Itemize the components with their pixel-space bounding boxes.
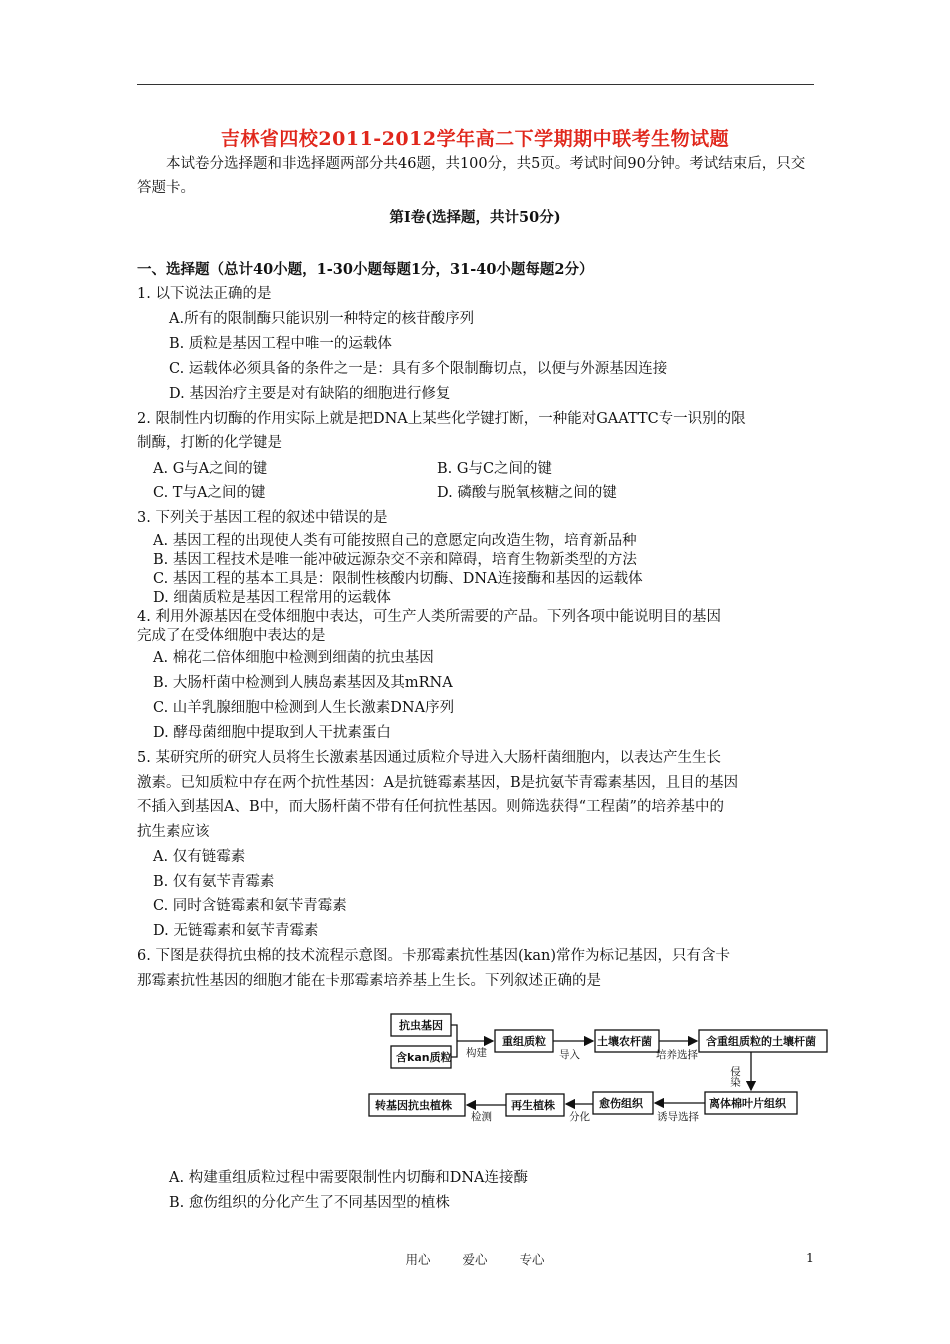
- q6-stem-line1: 6. 下图是获得抗虫棉的技术流程示意图。卡那霉素抗性基因(kan)常作为标记基因，只有含卡: [137, 948, 731, 964]
- q4-option-a: A. 棉花二倍体细胞中检测到细菌的抗虫基因: [153, 650, 434, 666]
- q1-stem: 1. 以下说法正确的是: [137, 286, 272, 302]
- q2-option-b: B. G与C之间的键: [437, 461, 553, 477]
- text-callus: 愈伤组织: [599, 1097, 643, 1110]
- text-transgenic-plant: 转基因抗虫植株: [375, 1099, 452, 1112]
- label-differentiate: 分化: [569, 1111, 590, 1123]
- q3-stem: 3. 下列关于基因工程的叙述中错误的是: [137, 510, 388, 526]
- page-number: 1: [806, 1250, 814, 1265]
- q5-stem-line1: 5. 某研究所的研究人员将生长激素基因通过质粒介导进入大肠杆菌细胞内，以表达产生生长: [137, 750, 721, 766]
- label-construct: 构建: [466, 1047, 487, 1059]
- footer-word-2: 爱心: [462, 1252, 488, 1267]
- q2-option-a: A. G与A之间的键: [153, 461, 268, 477]
- q1-option-c: C. 运载体必须具备的条件之一是：具有多个限制酶切点，以便与外源基因连接: [169, 361, 668, 377]
- q1-option-b: B. 质粒是基因工程中唯一的运载体: [169, 336, 392, 352]
- q3-option-d: D. 细菌质粒是基因工程常用的运载体: [153, 590, 391, 606]
- section-title: 一、选择题（总计40小题，1-30小题每题1分，31-40小题每题2分）: [137, 261, 594, 278]
- q6-option-a: A. 构建重组质粒过程中需要限制性内切酶和DNA连接酶: [169, 1170, 528, 1186]
- q3-option-b: B. 基因工程技术是唯一能冲破远源杂交不亲和障碍，培育生物新类型的方法: [153, 552, 637, 568]
- header-rule: [137, 84, 814, 85]
- page-title: 吉林省四校2011-2012学年高二下学期期中联考生物试题: [220, 128, 730, 150]
- q2-stem-line1: 2. 限制性内切酶的作用实际上就是把DNA上某些化学键打断，一种能对GAATTC专一识别的限: [137, 411, 746, 427]
- label-induce-select: 诱导选择: [657, 1111, 699, 1123]
- q6-option-b: B. 愈伤组织的分化产生了不同基因型的植株: [169, 1195, 450, 1211]
- q3-option-a: A. 基因工程的出现使人类有可能按照自己的意愿定向改造生物，培育新品种: [153, 533, 637, 549]
- q5-option-a: A. 仅有链霉素: [153, 849, 246, 865]
- q6-stem-line2: 那霉素抗性基因的细胞才能在卡那霉素培养基上生长。下列叙述正确的是: [137, 973, 601, 989]
- label-culture-select: 培养选择: [656, 1049, 698, 1061]
- label-infect: 侵染: [729, 1066, 741, 1087]
- footer-word-3: 专心: [519, 1252, 545, 1267]
- text-leaf-tissue: 离体棉叶片组织: [709, 1097, 786, 1110]
- text-agro-with-plasmid: 含重组质粒的土壤杆菌: [706, 1035, 816, 1048]
- text-agrobacterium: 土壤农杆菌: [597, 1035, 652, 1048]
- text-recombinant-plasmid: 重组质粒: [502, 1035, 546, 1048]
- q5-option-c: C. 同时含链霉素和氨苄青霉素: [153, 898, 347, 914]
- q5-stem-line2: 激素。已知质粒中存在两个抗性基因：A是抗链霉素基因，B是抗氨苄青霉素基因，且目的基因: [137, 775, 739, 791]
- q4-option-b: B. 大肠杆菌中检测到人胰岛素基因及其mRNA: [153, 675, 453, 691]
- part-title: 第Ⅰ卷(选择题，共计50分): [389, 209, 561, 226]
- q4-option-d: D. 酵母菌细胞中提取到人干扰素蛋白: [153, 725, 391, 741]
- q5-option-b: B. 仅有氨苄青霉素: [153, 874, 275, 890]
- intro-paragraph: 本试卷分选择题和非选择题两部分共46题，共100分，共5页。考试时间90分钟。考试结束后，只交答题卡。: [137, 156, 806, 196]
- q4-stem-line2: 完成了在受体细胞中表达的是: [137, 628, 326, 644]
- label-import: 导入: [559, 1049, 580, 1061]
- q5-option-d: D. 无链霉素和氨苄青霉素: [153, 923, 319, 939]
- footer-word-1: 用心: [405, 1252, 431, 1267]
- q2-stem-line2: 制酶，打断的化学键是: [137, 435, 282, 451]
- q4-option-c: C. 山羊乳腺细胞中检测到人生长激素DNA序列: [153, 700, 455, 716]
- q2-option-d: D. 磷酸与脱氧核糖之间的键: [437, 485, 617, 501]
- q3-option-c: C. 基因工程的基本工具是：限制性核酸内切酶、DNA连接酶和基因的运载体: [153, 571, 643, 587]
- label-detect: 检测: [471, 1111, 492, 1123]
- q4-stem-line1: 4. 利用外源基因在受体细胞中表达，可生产人类所需要的产品。下列各项中能说明目的基因: [137, 609, 721, 625]
- q5-stem-line4: 抗生素应该: [137, 824, 210, 840]
- q1-option-a: A.所有的限制酶只能识别一种特定的核苷酸序列: [169, 311, 475, 327]
- text-insect-gene: 抗虫基因: [399, 1019, 443, 1032]
- q2-option-c: C. T与A之间的键: [153, 485, 266, 501]
- flow-diagram: [365, 1008, 835, 1128]
- q5-stem-line3: 不插入到基因A、B中，而大肠杆菌不带有任何抗性基因。则筛选获得“工程菌”的培养基中的: [137, 799, 724, 815]
- text-regenerated-plant: 再生植株: [511, 1099, 555, 1112]
- text-kan-plasmid: 含kan质粒: [396, 1051, 452, 1064]
- q1-option-d: D. 基因治疗主要是对有缺陷的细胞进行修复: [169, 386, 451, 402]
